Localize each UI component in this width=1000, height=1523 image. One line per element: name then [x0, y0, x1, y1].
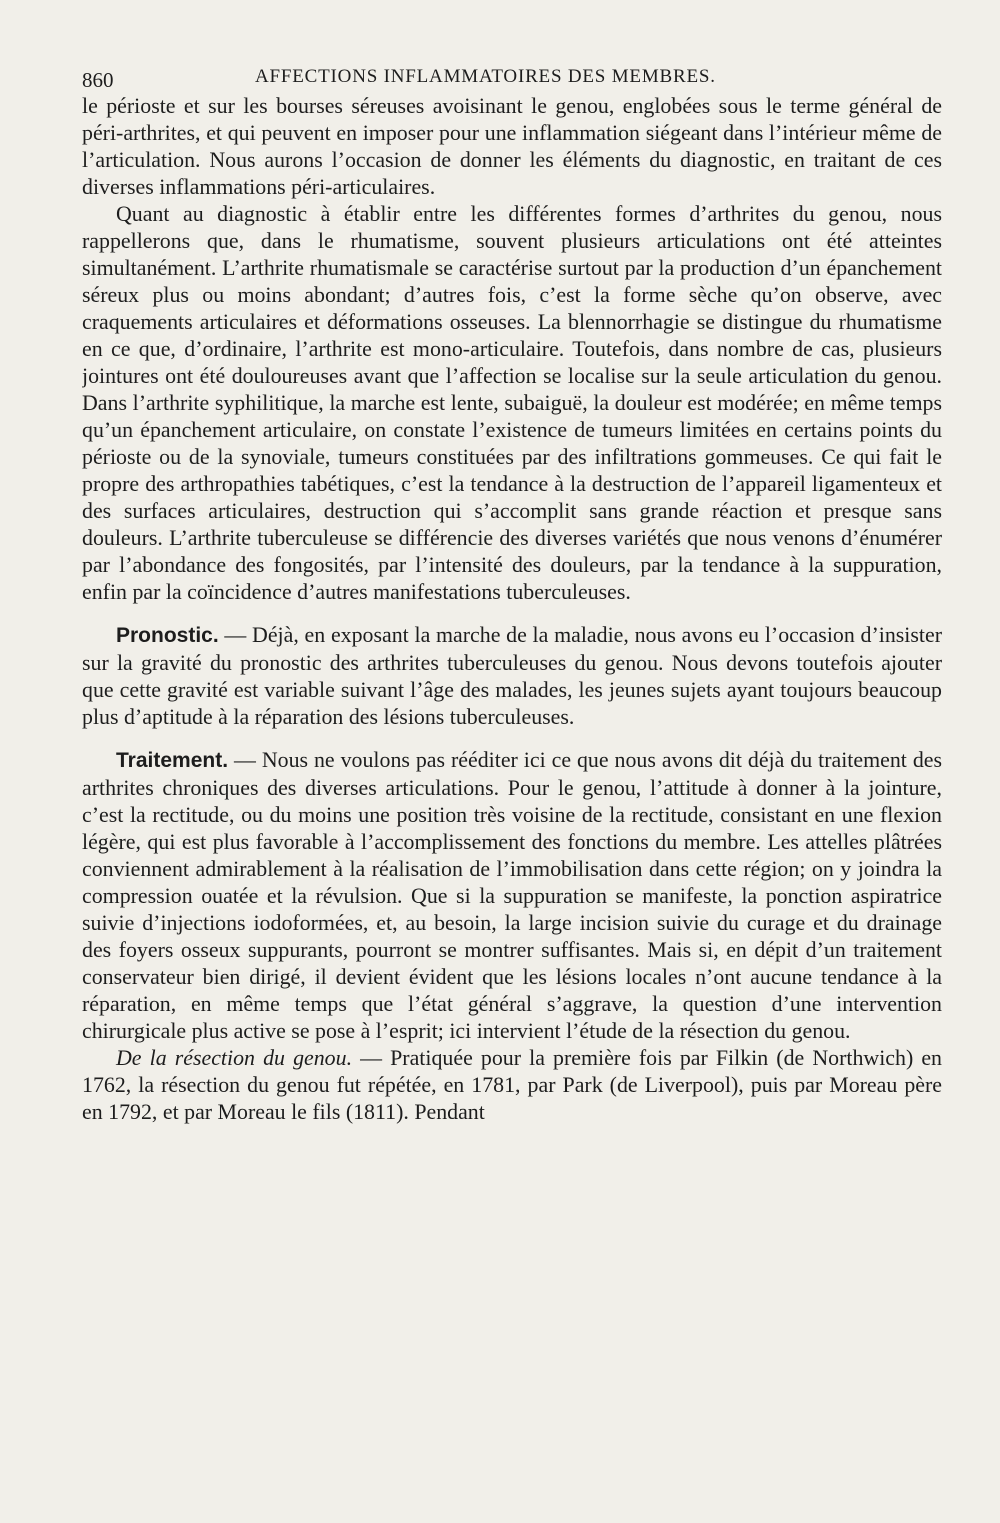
paragraph-pronostic	[82, 621, 942, 730]
paragraph-resection	[82, 1044, 942, 1125]
body-text	[82, 92, 942, 1125]
book-page	[82, 58, 942, 1508]
section-heading-traitement: Traitement.	[116, 749, 229, 772]
paragraph-text: le périoste et sur les bourses séreuses avoisinant le genou, englobées sous le terme général de péri-arthrites, et qui peuvent en imposer pour une inflammation siégeant dans l’intérieur même de l’articulation. Nous aurons l’occasion de donner les éléments du diagnostic, en traitant de ces diverses inflammations péri-articulaires.	[82, 93, 942, 199]
section-heading-pronostic: Pronostic.	[116, 624, 219, 647]
paragraph-diagnostic	[82, 200, 942, 605]
paragraph-text: — Nous ne voulons pas rééditer ici ce que nous avons dit déjà du traitement des arthrites chroniques des diverses articulations. Pour le genou, l’attitude à donner à la jointure, c’est la rectitude, ou du moins une position très voisine de la rectitude, consistant en une flexion légère, qui est plus favorable à l’accomplissement des fonctions du membre. Les attelles plâtrées conviennent admirablement à la réalisation de l’immobilisation dans cette région; on y joindra la compression ouatée et la révulsion. Que si la suppuration se manifeste, la ponction aspiratrice suivie d’injections iodoformées, et, au besoin, la large incision suivie du curage et du drainage des foyers osseux suppurants, pourront se montrer suffisantes. Mais si, en dépit d’un traitement conservateur bien dirigé, il devient évident que les lésions locales n’ont aucune tendance à la réparation, en même temps que l’état général s’aggrave, la question d’une intervention chirurgicale plus active se pose à l’esprit; ici intervient l’étude de la résection du genou.	[82, 747, 942, 1043]
page-header	[82, 58, 942, 92]
page-number: 860	[82, 68, 114, 92]
subsection-heading-resection: De la résection du genou.	[116, 1045, 353, 1070]
paragraph-text: — Déjà, en exposant la marche de la maladie, nous avons eu l’occasion d’insister sur la gravité du pronostic des arthrites tuberculeuses du genou. Nous devons toutefois ajouter que cette gravité est variable suivant l’âge des malades, les jeunes sujets ayant toujours beaucoup plus d’aptitude à la réparation des lésions tuberculeuses.	[82, 622, 942, 729]
running-title: AFFECTIONS INFLAMMATOIRES DES MEMBRES.	[255, 66, 716, 87]
paragraph-traitement	[82, 746, 942, 1044]
paragraph-periarthrites	[82, 92, 942, 200]
paragraph-text: — Pratiquée pour la première fois par Filkin (de Northwich) en 1762, la résection du genou fut répétée, en 1781, par Park (de Liverpool), puis par Moreau père en 1792, et par Moreau le fils (1811). Pendant	[82, 1045, 942, 1124]
paragraph-text: Quant au diagnostic à établir entre les différentes formes d’arthrites du genou, nous rappellerons que, dans le rhumatisme, souvent plusieurs articulations ont été atteintes simultanément. L’arthrite rhumatismale se caractérise surtout par la production d’un épanchement séreux plus ou moins abondant; d’autres fois, c’est la forme sèche qu’on observe, avec craquements articulaires et déformations osseuses. La blennorrhagie se distingue du rhumatisme en ce que, d’ordinaire, l’arthrite est mono-articulaire. Toutefois, dans nombre de cas, plusieurs jointures ont été douloureuses avant que l’affection se localise sur la seule articulation du genou. Dans l’arthrite syphilitique, la marche est lente, subaiguë, la douleur est modérée; en même temps qu’un épanchement articulaire, on constate l’existence de tumeurs limitées en certains points du périoste ou de la synoviale, tumeurs constituées par des infiltrations gommeuses. Ce qui fait le propre des arthropathies tabétiques, c’est la tendance à la destruction de l’appareil ligamenteux et des surfaces articulaires, destruction qui s’accomplit sans grande réaction et presque sans douleurs. L’arthrite tuberculeuse se différencie des diverses variétés que nous venons d’énumérer par l’abondance des fongosités, par l’intensité des douleurs, par la tendance à la suppuration, enfin par la coïncidence d’autres manifestations tuberculeuses.	[82, 201, 942, 604]
